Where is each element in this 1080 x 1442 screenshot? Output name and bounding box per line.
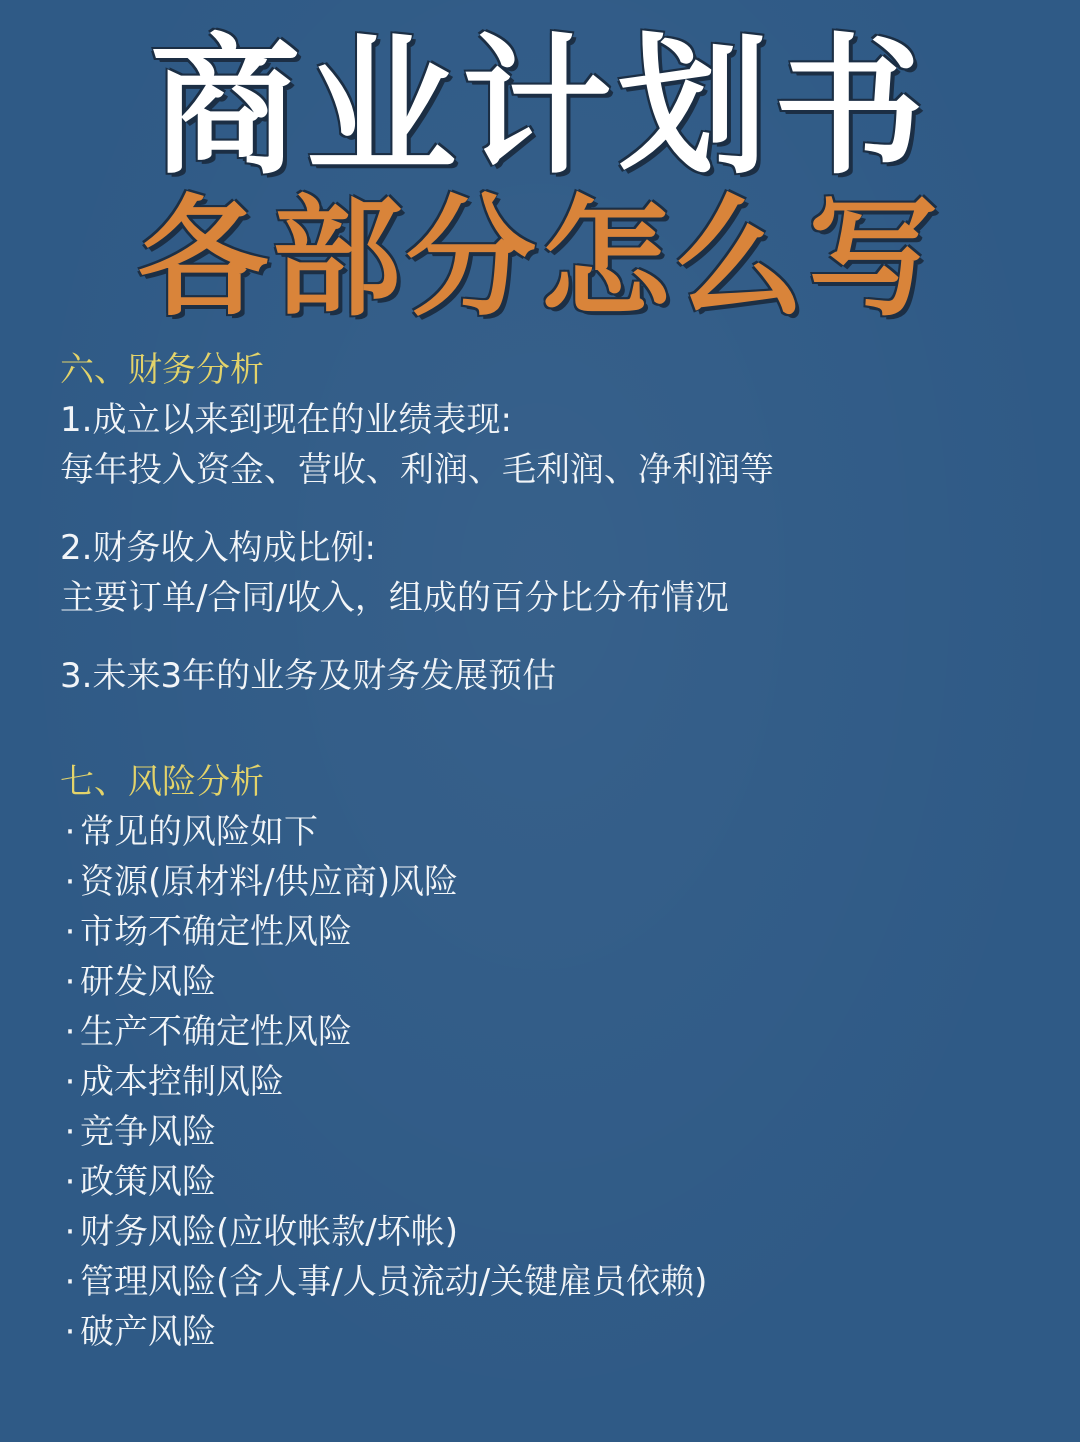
financial-item-2-title: 2.财务收入构成比例: (60, 528, 376, 568)
bullet-dot: · (64, 1212, 76, 1252)
spacer (60, 495, 1040, 523)
risk-item-label: 生产不确定性风险 (80, 1012, 352, 1052)
bullet-dot: · (64, 1012, 76, 1052)
bullet-dot: · (64, 1262, 76, 1302)
financial-item-1-desc: 每年投入资金、营收、利润、毛利润、净利润等 (60, 450, 774, 490)
financial-item-2-desc: 主要订单/合同/收入，组成的百分比分布情况 (60, 578, 729, 618)
bullet-dot: · (64, 862, 76, 902)
bullet-dot: · (64, 962, 76, 1002)
risk-item-label: 破产风险 (80, 1312, 216, 1352)
bullet-dot: · (64, 1162, 76, 1202)
main-title: 商业计划书 (149, 21, 930, 195)
risk-item-label: 市场不确定性风险 (80, 912, 352, 952)
spacer (60, 623, 1040, 651)
list-item (60, 1207, 1040, 1257)
risk-item-label: 管理风险(含人事/人员流动/关键雇员依赖) (80, 1262, 708, 1302)
list-item (60, 1257, 1040, 1307)
bullet-dot: · (64, 812, 76, 852)
section-heading-risk: 七、风险分析 (60, 762, 264, 802)
section-heading-financial: 六、财务分析 (60, 350, 264, 390)
bullet-dot: · (64, 1312, 76, 1352)
risk-item-label: 研发风险 (80, 962, 216, 1002)
risk-list (60, 807, 1040, 1357)
bullet-dot: · (64, 1062, 76, 1102)
risk-item-label: 常见的风险如下 (80, 812, 318, 852)
financial-item-1-title: 1.成立以来到现在的业绩表现: (60, 400, 512, 440)
list-item (60, 1057, 1040, 1107)
risk-item-label: 成本控制风险 (80, 1062, 284, 1102)
risk-item-label: 资源(原材料/供应商)风险 (80, 862, 458, 902)
list-item (60, 957, 1040, 1007)
content (60, 345, 1040, 1357)
bullet-dot: · (64, 1112, 76, 1152)
list-item (60, 857, 1040, 907)
sub-title: 各部分怎么写 (137, 182, 942, 334)
risk-item-label: 财务风险(应收帐款/坏帐) (80, 1212, 458, 1252)
list-item (60, 1307, 1040, 1357)
list-item (60, 807, 1040, 857)
spacer (60, 701, 1040, 757)
risk-item-label: 竞争风险 (80, 1112, 216, 1152)
list-item (60, 1107, 1040, 1157)
list-item (60, 1007, 1040, 1057)
list-item (60, 1157, 1040, 1207)
financial-item-3-title: 3.未来3年的业务及财务发展预估 (60, 656, 557, 696)
list-item (60, 907, 1040, 957)
bullet-dot: · (64, 912, 76, 952)
risk-item-label: 政策风险 (80, 1162, 216, 1202)
